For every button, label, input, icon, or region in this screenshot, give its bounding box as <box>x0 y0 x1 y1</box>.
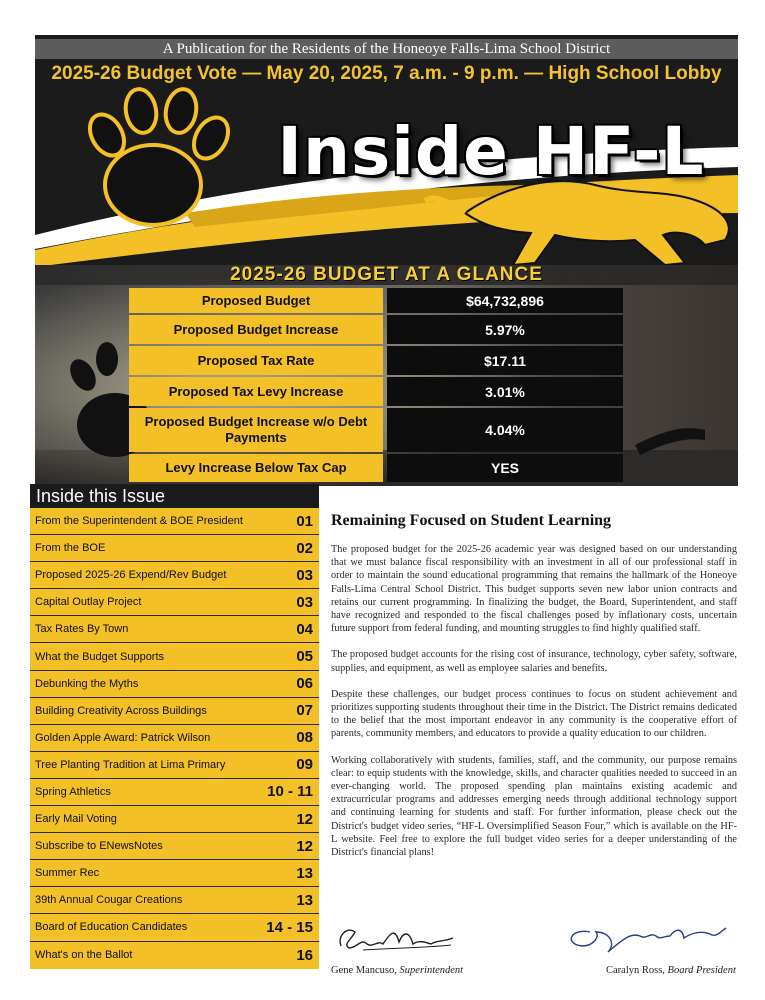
article-paragraph: The proposed budget accounts for the rising cost of insurance, technology, cyber safety, software, supplies, and equipment, as well as employee salaries and benefits. <box>331 649 737 674</box>
toc-item <box>30 535 319 562</box>
toc-item-page: 12 <box>296 810 313 828</box>
inside-this-issue <box>30 484 319 968</box>
toc-item <box>30 616 319 643</box>
toc-item-page: 14 - 15 <box>266 918 313 936</box>
superintendent-role: Superintendent <box>399 965 464 976</box>
toc-item <box>30 806 319 833</box>
toc-item-title: Board of Education Candidates <box>35 921 188 934</box>
toc-item-title: What's on the Ballot <box>35 949 133 962</box>
budget-row <box>129 346 623 375</box>
superintendent-signature <box>333 918 463 958</box>
article-paragraph: Working collaboratively with students, families, staff, and the community, our purpose remains clear: to equip students with the knowledge, skills, and character qualities needed to succeed in an ever-changing world. The proposed spending plan maintains existing academic and extracurricular programs and addresses emerging needs through additional technology support and continuing learning for students and staff. For further information, please check out the District's budget video series, “HF-L Oversimplified Season Four,” which is available on the HF-L website. Feel free to explore the full budget video series for a deeper understanding of the District's financial plans! <box>331 754 737 859</box>
toc-item <box>30 779 319 806</box>
toc-item-title: From the BOE <box>35 542 106 555</box>
budget-row <box>129 288 623 313</box>
toc-item-page: 03 <box>296 566 313 584</box>
toc-item-title: Building Creativity Across Buildings <box>35 704 207 717</box>
toc-item <box>30 725 319 752</box>
budget-label: Proposed Tax Rate <box>129 346 383 375</box>
budget-vote-line: 2025-26 Budget Vote — May 20, 2025, 7 a.m. - 9 p.m. — High School Lobby <box>51 63 722 84</box>
toc-item <box>30 643 319 670</box>
article-paragraph: The proposed budget for the 2025-26 academic year was designed based on our understanding that we must balance fiscal responsibility with an investment in all of our professional staff in order to maintain the sound educational programming that remains the hallmark of the Honeoye Falls-Lima Central School District. This budget supports seven new labor union contracts and retains our current programming. In finalizing the budget, the Board, Superintendent, and staff have recognized and responded to the fiscal challenges posed by inflationary costs, uncertain future support from federal funding, and mounting struggles to find highly qualified staff. <box>331 544 737 635</box>
toc-item-title: Early Mail Voting <box>35 813 117 826</box>
toc-item <box>30 589 319 616</box>
toc-item <box>30 914 319 941</box>
toc-item <box>30 860 319 887</box>
toc-item-page: 01 <box>296 512 313 530</box>
toc-item-page: 10 - 11 <box>267 783 313 801</box>
budget-at-a-glance-panel <box>35 265 738 486</box>
board-president-caption: Caralyn Ross, Board President <box>606 965 736 976</box>
toc-item <box>30 887 319 914</box>
toc-item-page: 07 <box>296 702 313 720</box>
superintendent-caption: Gene Mancuso, Superintendent <box>331 965 464 976</box>
budget-table <box>129 288 623 484</box>
toc-item <box>30 942 319 969</box>
masthead <box>35 35 738 267</box>
toc-item-title: From the Superintendent & BOE President <box>35 515 243 528</box>
board-president-signature <box>560 918 730 958</box>
budget-value: $64,732,896 <box>387 288 623 313</box>
budget-row <box>129 315 623 344</box>
toc-item <box>30 671 319 698</box>
toc-item-title: 39th Annual Cougar Creations <box>35 894 183 907</box>
budget-value: 5.97% <box>387 315 623 344</box>
budget-label: Proposed Budget <box>129 288 383 313</box>
toc-item <box>30 752 319 779</box>
toc-item-title: Spring Athletics <box>35 785 111 798</box>
toc-item-page: 09 <box>296 756 313 774</box>
board-president-role: Board President <box>667 965 736 976</box>
toc-item-page: 13 <box>296 891 313 909</box>
budget-heading: 2025-26 BUDGET AT A GLANCE <box>35 265 738 285</box>
budget-value: $17.11 <box>387 346 623 375</box>
budget-row <box>129 408 623 452</box>
budget-row <box>129 454 623 482</box>
toc-item-page: 08 <box>296 729 313 747</box>
board-president-name: Caralyn Ross <box>606 965 663 976</box>
publication-line: A Publication for the Residents of the Honeoye Falls-Lima School District <box>35 39 738 59</box>
budget-label: Levy Increase Below Tax Cap <box>129 454 383 482</box>
budget-label: Proposed Budget Increase <box>129 315 383 344</box>
toc-item-page: 03 <box>296 593 313 611</box>
toc-item <box>30 698 319 725</box>
budget-value: 4.04% <box>387 408 623 452</box>
toc-item-title: Subscribe to ENewsNotes <box>35 840 163 853</box>
toc-item-page: 16 <box>296 946 313 964</box>
toc-item-page: 12 <box>296 837 313 855</box>
toc-item <box>30 508 319 535</box>
toc-list <box>30 508 319 969</box>
article <box>331 512 737 872</box>
article-paragraph: Despite these challenges, our budget process continues to focus on student achievement and prioritizes supporting students throughout their time in the District. The District remains dedicated to the belief that the most important endeavor in any community is the cooperative effort of parents, community members, and educators to provide a quality education to our children. <box>331 688 737 740</box>
budget-value: 3.01% <box>387 377 623 406</box>
toc-item-page: 05 <box>296 648 313 666</box>
toc-item-title: Summer Rec <box>35 867 100 880</box>
toc-item-title: Golden Apple Award: Patrick Wilson <box>35 731 211 744</box>
toc-item-title: Tree Planting Tradition at Lima Primary <box>35 758 226 771</box>
toc-item-title: Tax Rates By Town <box>35 623 129 636</box>
toc-heading: Inside this Issue <box>30 484 319 508</box>
toc-item <box>30 833 319 860</box>
toc-item-page: 13 <box>296 864 313 882</box>
superintendent-name: Gene Mancuso <box>331 965 395 976</box>
newsletter-title: Inside HF-L <box>277 113 705 190</box>
toc-item-page: 06 <box>296 675 313 693</box>
toc-item-title: Capital Outlay Project <box>35 596 142 609</box>
budget-label: Proposed Tax Levy Increase <box>129 377 383 406</box>
toc-item <box>30 562 319 589</box>
toc-item-title: Proposed 2025-26 Expend/Rev Budget <box>35 569 227 582</box>
article-title: Remaining Focused on Student Learning <box>331 512 612 529</box>
toc-item-title: What the Budget Supports <box>35 650 165 663</box>
toc-item-page: 02 <box>296 539 313 557</box>
budget-value: YES <box>387 454 623 482</box>
toc-item-page: 04 <box>296 620 313 638</box>
toc-item-title: Debunking the Myths <box>35 677 139 690</box>
budget-label: Proposed Budget Increase w/o Debt Payments <box>129 408 383 452</box>
budget-row <box>129 377 623 406</box>
